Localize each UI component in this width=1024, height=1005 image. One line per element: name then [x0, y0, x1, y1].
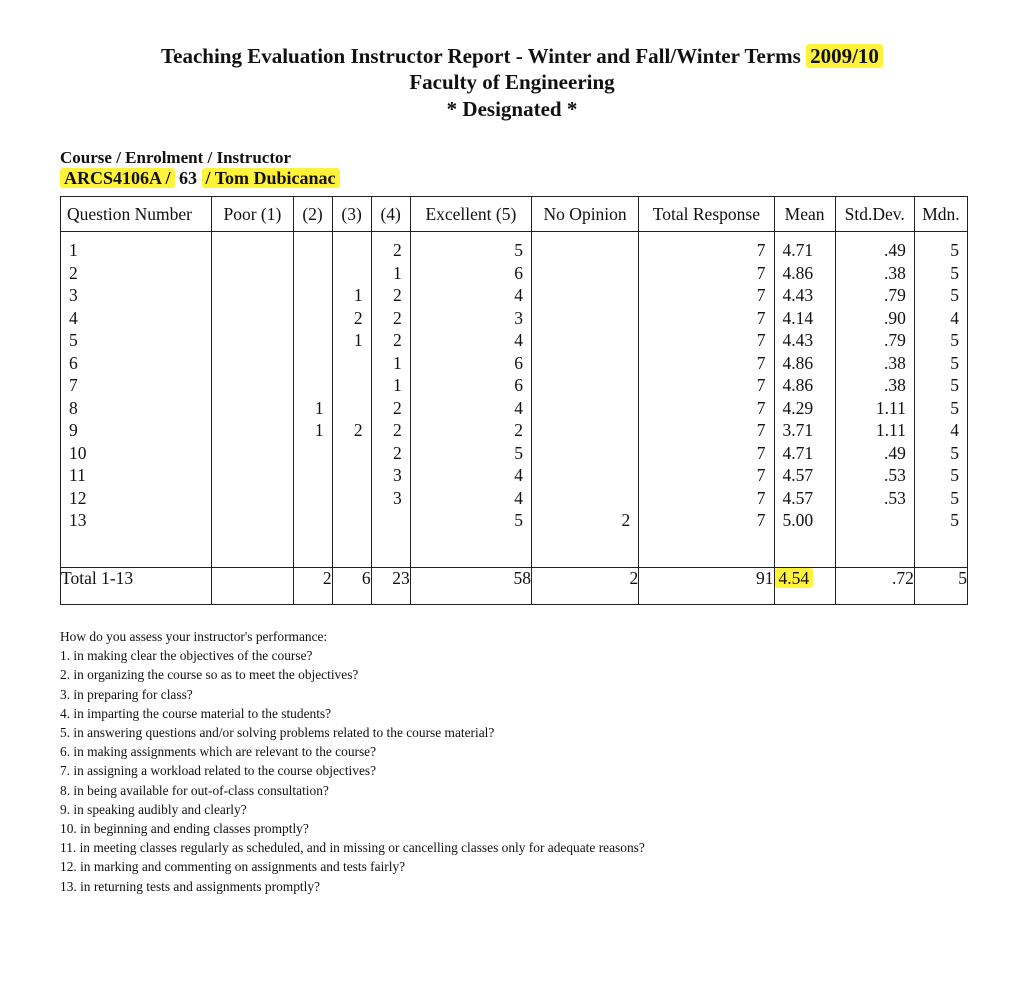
table-cell: 4: [69, 307, 78, 328]
table-cell: [220, 239, 284, 262]
column-values: [639, 232, 773, 538]
table-cell: 7: [756, 397, 766, 418]
question-item: 5. in answering questions and/or solving problems related to the course material?: [60, 725, 495, 741]
table-cell: 1: [69, 240, 78, 260]
table-cell: [540, 419, 630, 442]
question-item: 10. in beginning and ending classes promptly?: [60, 821, 309, 837]
question-item: 11. in meeting classes regularly as scheduled, and in missing or cancelling classes only for adequate reasons?: [60, 840, 645, 856]
table-cell: 7: [756, 240, 766, 260]
table-cell: [341, 352, 363, 375]
table-cell: 4.29: [782, 397, 814, 418]
table-cell: [302, 307, 324, 330]
table-cell: 1: [314, 420, 324, 440]
column-header: Mdn.: [914, 197, 967, 232]
table-cell: 7: [756, 262, 766, 283]
total-mean-value: 4.54: [775, 568, 814, 588]
table-cell: 7: [756, 487, 766, 508]
table-cell: [540, 487, 630, 510]
table-cell: 5: [69, 330, 78, 350]
table-cell: 5: [514, 240, 523, 260]
table-cell: [302, 284, 324, 307]
table-cell: [220, 509, 284, 532]
question-item: 1. in making clear the objectives of the course?: [60, 648, 313, 664]
table-cell: 7: [756, 420, 766, 440]
table-cell: 2: [621, 510, 631, 530]
question-item: 6. in making assignments which are relevant to the course?: [60, 744, 377, 760]
table-cell: 2: [514, 420, 523, 440]
table-cell: 5: [950, 352, 959, 373]
table-cell: .53: [883, 465, 906, 485]
table-cell: 4.57: [782, 465, 814, 485]
table-cell: 4.14: [782, 307, 814, 328]
table-cell: [540, 284, 630, 307]
table-cell: 4.86: [782, 262, 814, 283]
table-cell: [220, 352, 284, 375]
table-cell: 5: [514, 510, 523, 530]
table-cell: [302, 464, 324, 487]
table-cell: .79: [883, 330, 906, 350]
table-cell: 4: [950, 307, 959, 328]
table-cell: [341, 262, 363, 285]
table-cell: 2: [392, 307, 402, 328]
table-cell: 7: [69, 375, 78, 395]
course-enrolment: 63: [174, 168, 202, 188]
table-cell: 2: [392, 442, 402, 463]
table-cell: 7: [756, 375, 766, 395]
table-cell: [220, 284, 284, 307]
table-cell: 1.11: [875, 397, 906, 418]
table-body-row: [61, 232, 968, 568]
table-cell: [341, 442, 363, 465]
table-cell: 4: [514, 465, 523, 485]
question-item: 4. in imparting the course material to the students?: [60, 705, 332, 721]
table-cell: [220, 262, 284, 285]
table-cell: .49: [883, 442, 906, 463]
question-item: 3. in preparing for class?: [60, 686, 193, 702]
table-cell: 5: [514, 442, 523, 463]
table-cell: [302, 487, 324, 510]
table-cell: 4: [514, 330, 523, 350]
course-info-values: [60, 168, 340, 189]
table-cell: 1.11: [875, 420, 906, 440]
table-cell: 2: [69, 262, 78, 283]
table-cell: 5.00: [782, 510, 814, 530]
table-cell: .38: [883, 352, 906, 373]
table-cell: [341, 464, 363, 487]
column-values: [411, 232, 531, 538]
table-cell: .49: [883, 240, 906, 260]
question-legend: [60, 627, 645, 896]
table-cell: 6: [514, 262, 523, 283]
table-cell: 1: [314, 397, 324, 418]
table-cell: 4: [514, 397, 523, 418]
report-title: [0, 44, 1024, 69]
table-cell: [302, 442, 324, 465]
course-info: [60, 147, 340, 189]
total-cell: Total 1-13: [61, 568, 212, 605]
table-header-row: [61, 197, 968, 232]
table-cell: 3.71: [782, 420, 814, 440]
table-cell: 2: [353, 420, 363, 440]
table-cell: 4: [950, 420, 959, 440]
column-values: [61, 232, 211, 538]
column-values: [372, 232, 410, 538]
table-cell: [302, 239, 324, 262]
table-cell: 8: [69, 397, 78, 418]
column-header: Question Number: [61, 197, 212, 232]
table-cell: 2: [392, 240, 402, 260]
column-values: [532, 232, 638, 538]
question-intro: How do you assess your instructor's performance:: [60, 629, 328, 644]
table-cell: 5: [950, 285, 959, 305]
table-cell: [220, 307, 284, 330]
table-cell: .90: [883, 307, 906, 328]
table-cell: 9: [69, 420, 78, 440]
table-cell: 4: [514, 285, 523, 305]
table-cell: .38: [883, 262, 906, 283]
question-item: 8. in being available for out-of-class consultation?: [60, 782, 329, 798]
table-cell: [540, 374, 630, 397]
table-cell: 7: [756, 465, 766, 485]
table-cell: [540, 352, 630, 375]
total-cell: 5: [914, 568, 967, 605]
column-values: [836, 232, 914, 538]
column-values: [212, 232, 292, 538]
column-values: [775, 232, 835, 538]
faculty-name: Faculty of Engineering: [409, 70, 615, 94]
table-cell: 1: [353, 330, 363, 350]
table-cell: 7: [756, 285, 766, 305]
table-cell: 12: [69, 487, 87, 508]
table-cell: [302, 352, 324, 375]
table-cell: 10: [69, 442, 87, 463]
table-cell: 7: [756, 510, 766, 530]
column-header: (3): [332, 197, 371, 232]
table-cell: [540, 262, 630, 285]
table-cell: [540, 329, 630, 352]
course-code: ARCS4106A /: [60, 168, 175, 188]
table-cell: [341, 239, 363, 262]
table-cell: 11: [69, 465, 86, 485]
table-cell: [220, 487, 284, 510]
table-cell: 3: [392, 487, 402, 508]
table-cell: 4: [514, 487, 523, 508]
table-cell: [540, 442, 630, 465]
course-info-label: Course / Enrolment / Instructor: [60, 148, 292, 167]
table-cell: .53: [883, 487, 906, 508]
column-header: No Opinion: [532, 197, 639, 232]
report-title-text: Teaching Evaluation Instructor Report - Winter and Fall/Winter Terms: [161, 44, 801, 68]
table-cell: 2: [392, 285, 402, 305]
table-cell: 1: [353, 285, 363, 305]
table-cell: [380, 509, 402, 532]
table-cell: [341, 509, 363, 532]
table-cell: 13: [69, 510, 87, 530]
table-cell: 5: [950, 240, 959, 260]
question-item: 9. in speaking audibly and clearly?: [60, 801, 247, 817]
column-header: Poor (1): [212, 197, 293, 232]
table-cell: 5: [950, 330, 959, 350]
table-cell: 4.86: [782, 375, 814, 395]
table-cell: 5: [950, 510, 959, 530]
table-cell: [302, 329, 324, 352]
total-cell: 2: [293, 568, 332, 605]
table-cell: 4.43: [782, 285, 814, 305]
table-cell: 5: [950, 487, 959, 508]
column-values: [915, 232, 967, 538]
table-cell: 7: [756, 330, 766, 350]
table-cell: 2: [392, 397, 402, 418]
column-header: (2): [293, 197, 332, 232]
total-cell: 58: [410, 568, 531, 605]
table-cell: [341, 397, 363, 420]
table-cell: 3: [514, 307, 523, 328]
table-cell: 2: [353, 307, 363, 328]
question-item: 2. in organizing the course so as to meet the objectives?: [60, 667, 359, 683]
table-cell: [220, 464, 284, 487]
table-cell: 7: [756, 307, 766, 328]
table-cell: 4.86: [782, 352, 814, 373]
table-cell: [302, 262, 324, 285]
column-header: Mean: [774, 197, 835, 232]
column-values: [333, 232, 371, 538]
table-cell: [302, 374, 324, 397]
table-cell: 4.71: [782, 442, 814, 463]
column-header: (4): [371, 197, 410, 232]
column-header: Total Response: [639, 197, 774, 232]
table-cell: [540, 397, 630, 420]
table-cell: 5: [950, 442, 959, 463]
table-cell: 6: [514, 352, 523, 373]
total-cell: 23: [371, 568, 410, 605]
table-cell: 4.57: [782, 487, 814, 508]
designation-label: * Designated *: [446, 97, 578, 121]
total-cell: 91: [639, 568, 774, 605]
column-header: Std.Dev.: [835, 197, 914, 232]
column-values: [294, 232, 332, 538]
table-cell: 5: [950, 262, 959, 283]
table-cell: 1: [392, 375, 402, 395]
table-cell: 6: [514, 375, 523, 395]
table-cell: 5: [950, 375, 959, 395]
total-cell: 6: [332, 568, 371, 605]
table-cell: 5: [950, 465, 959, 485]
table-cell: [220, 419, 284, 442]
total-mean-cell: [774, 568, 835, 605]
table-cell: [540, 239, 630, 262]
question-item: 13. in returning tests and assignments promptly?: [60, 878, 320, 894]
question-item: 12. in marking and commenting on assignments and tests fairly?: [60, 859, 406, 875]
total-cell: 2: [532, 568, 639, 605]
table-cell: [844, 509, 906, 532]
table-cell: 3: [392, 465, 402, 485]
table-cell: [220, 397, 284, 420]
table-cell: [341, 374, 363, 397]
table-cell: 1: [392, 352, 402, 373]
course-instructor: / Tom Dubicanac: [202, 168, 340, 188]
table-cell: .38: [883, 375, 906, 395]
table-cell: 7: [756, 442, 766, 463]
total-cell: .72: [835, 568, 914, 605]
question-item: 7. in assigning a workload related to the course objectives?: [60, 763, 377, 779]
total-row: [61, 568, 968, 605]
evaluation-table: [60, 196, 968, 605]
table-cell: .79: [883, 285, 906, 305]
table-cell: 4.71: [782, 240, 814, 260]
table-cell: [302, 509, 324, 532]
total-cell: [212, 568, 293, 605]
table-cell: [540, 307, 630, 330]
report-year: 2009/10: [806, 44, 883, 68]
table-cell: [540, 464, 630, 487]
table-cell: [220, 442, 284, 465]
table-cell: 6: [69, 352, 78, 373]
table-cell: 2: [392, 330, 402, 350]
table-cell: [341, 487, 363, 510]
table-cell: 4.43: [782, 330, 814, 350]
table-cell: 7: [756, 352, 766, 373]
table-cell: 3: [69, 285, 78, 305]
column-header: Excellent (5): [410, 197, 531, 232]
table-cell: 1: [392, 262, 402, 283]
table-cell: 2: [392, 420, 402, 440]
table-cell: 5: [950, 397, 959, 418]
table-cell: [220, 329, 284, 352]
table-cell: [220, 374, 284, 397]
